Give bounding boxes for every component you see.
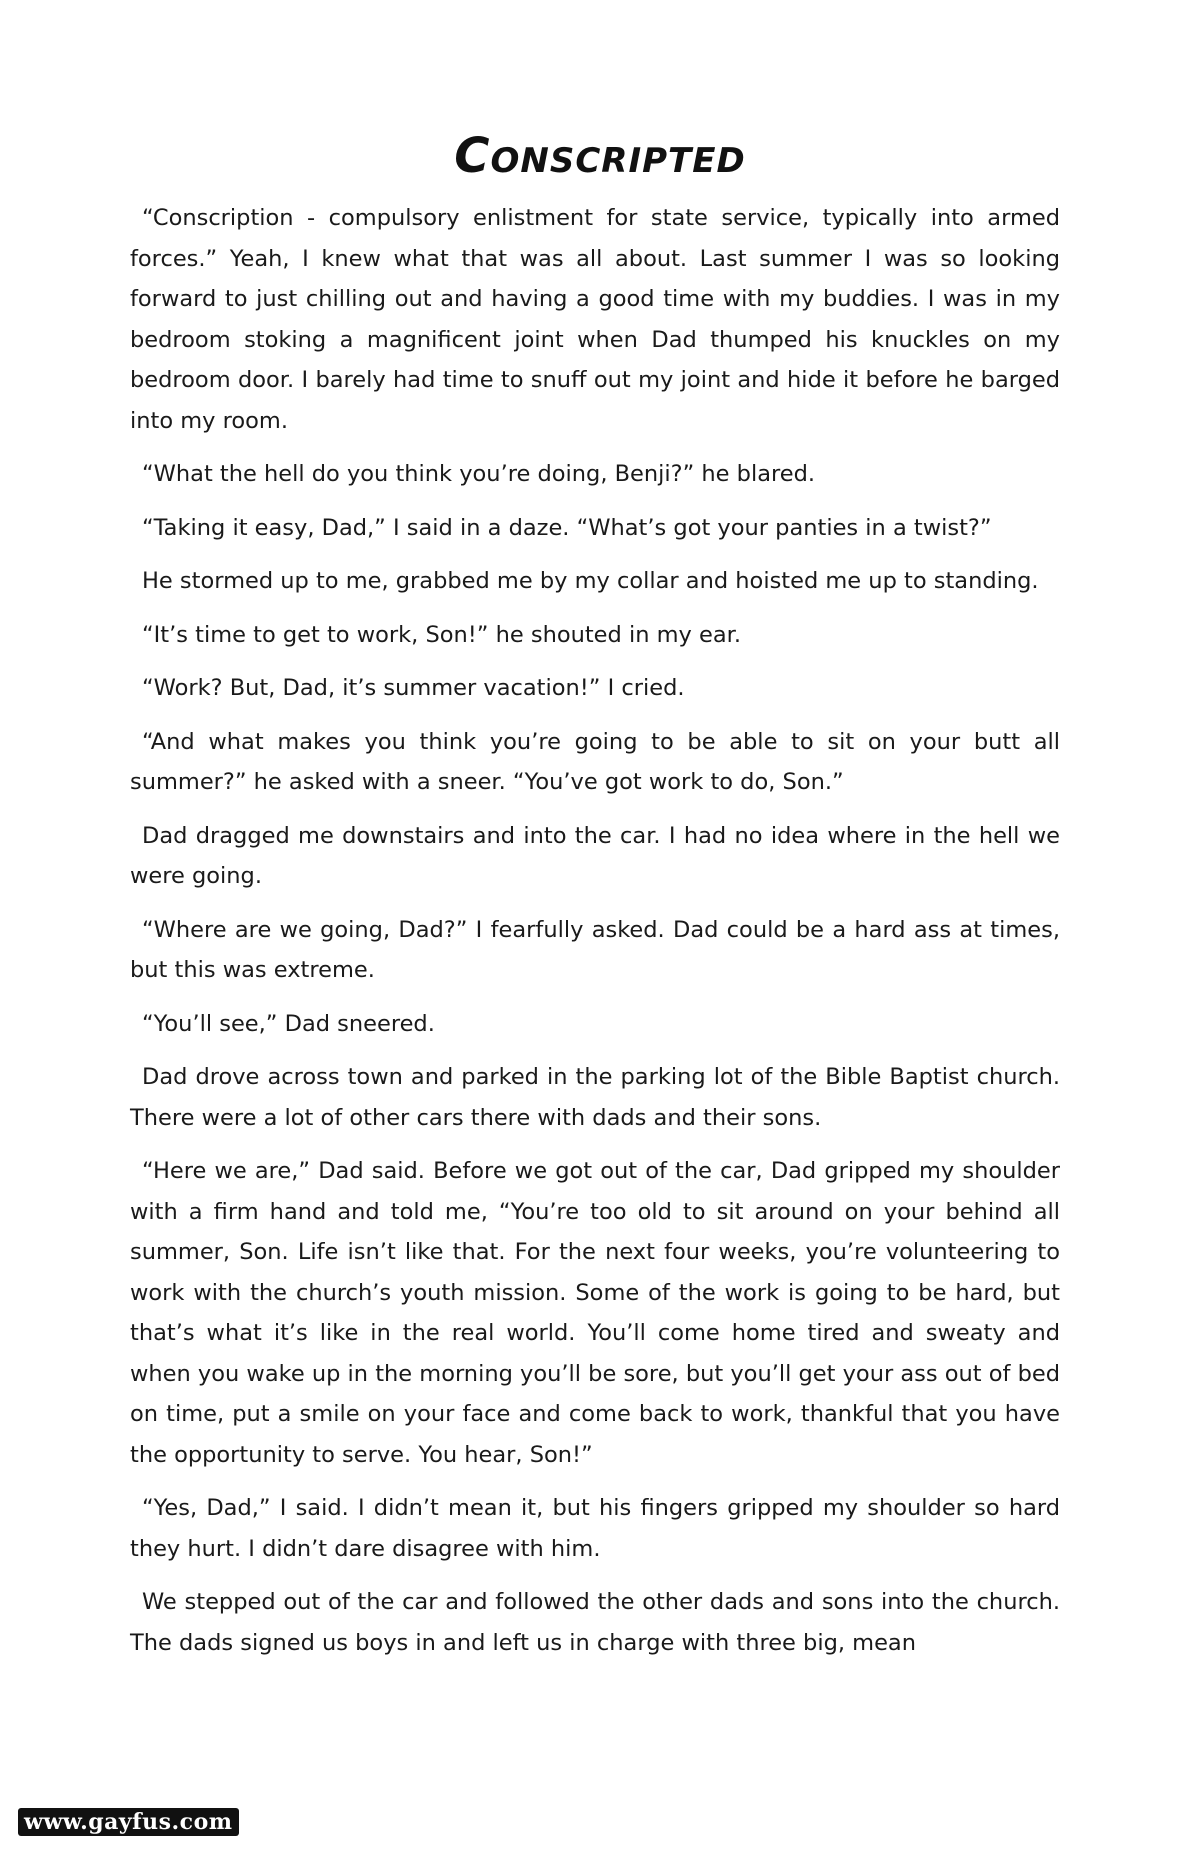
- paragraph-11: Dad drove across town and parked in the parking lot of the Bible Baptist church. There were a lot of other cars there with dads and their sons.: [130, 1064, 1060, 1131]
- paragraph-14: We stepped out of the car and followed the other dads and sons into the church. The dads signed us boys in and left us in charge with three big, mean: [130, 1589, 1060, 1656]
- paragraph-7: “And what makes you think you’re going to be able to sit on your butt all summer?” he asked with a sneer. “You’ve got work to do, Son.”: [130, 728, 1060, 795]
- paragraph-9: “Where are we going, Dad?” I fearfully asked. Dad could be a hard ass at times, but this was extreme.: [130, 916, 1060, 983]
- paragraph-6: “Work? But, Dad, it’s summer vacation!” I cried.: [142, 675, 685, 701]
- paragraph-12: “Here we are,” Dad said. Before we got out of the car, Dad gripped my shoulder with a firm hand and told me, “You’re too old to sit around on your behind all summer, Son. Life isn’t like that. For the next four weeks, you’re volunteering to work with the church’s youth mission. Some of the work is going to be hard, but that’s what it’s like in the real world. You’ll come home tired and sweaty and when you wake up in the morning you’ll be sore, but you’ll get your ass out of bed on time, put a smile on your face and come back to work, thankful that you have the opportunity to serve. You hear, Son!”: [130, 1158, 1060, 1468]
- paragraph-2: “What the hell do you think you’re doing, Benji?” he blared.: [142, 461, 816, 487]
- paragraph-10: “You’ll see,” Dad sneered.: [142, 1010, 435, 1037]
- story-body: [130, 198, 1060, 1676]
- paragraph-5: “It’s time to get to work, Son!” he shouted in my ear.: [142, 621, 741, 648]
- paragraph-3: “Taking it easy, Dad,” I said in a daze. “What’s got your panties in a twist?”: [142, 514, 992, 541]
- paragraph-1: “Conscription - compulsory enlistment for state service, typically into armed forces.” Yeah, I knew what that was all about. Last summer I was so looking forward to just chilling out and having a good time with my buddies. I was in my bedroom stoking a magnificent joint when Dad thumped his knuckles on my bedroom door. I barely had time to snuff out my joint and hide it before he barged into my room.: [130, 205, 1060, 434]
- paragraph-4: He stormed up to me, grabbed me by my collar and hoisted me up to standing.: [142, 568, 1039, 594]
- site-watermark: www.gayfus.com: [18, 1808, 239, 1836]
- page-title: Conscripted: [454, 128, 746, 184]
- paragraph-8: Dad dragged me downstairs and into the car. I had no idea where in the hell we were going.: [130, 822, 1060, 889]
- paragraph-13: “Yes, Dad,” I said. I didn’t mean it, but his fingers gripped my shoulder so hard they hurt. I didn’t dare disagree with him.: [130, 1495, 1060, 1562]
